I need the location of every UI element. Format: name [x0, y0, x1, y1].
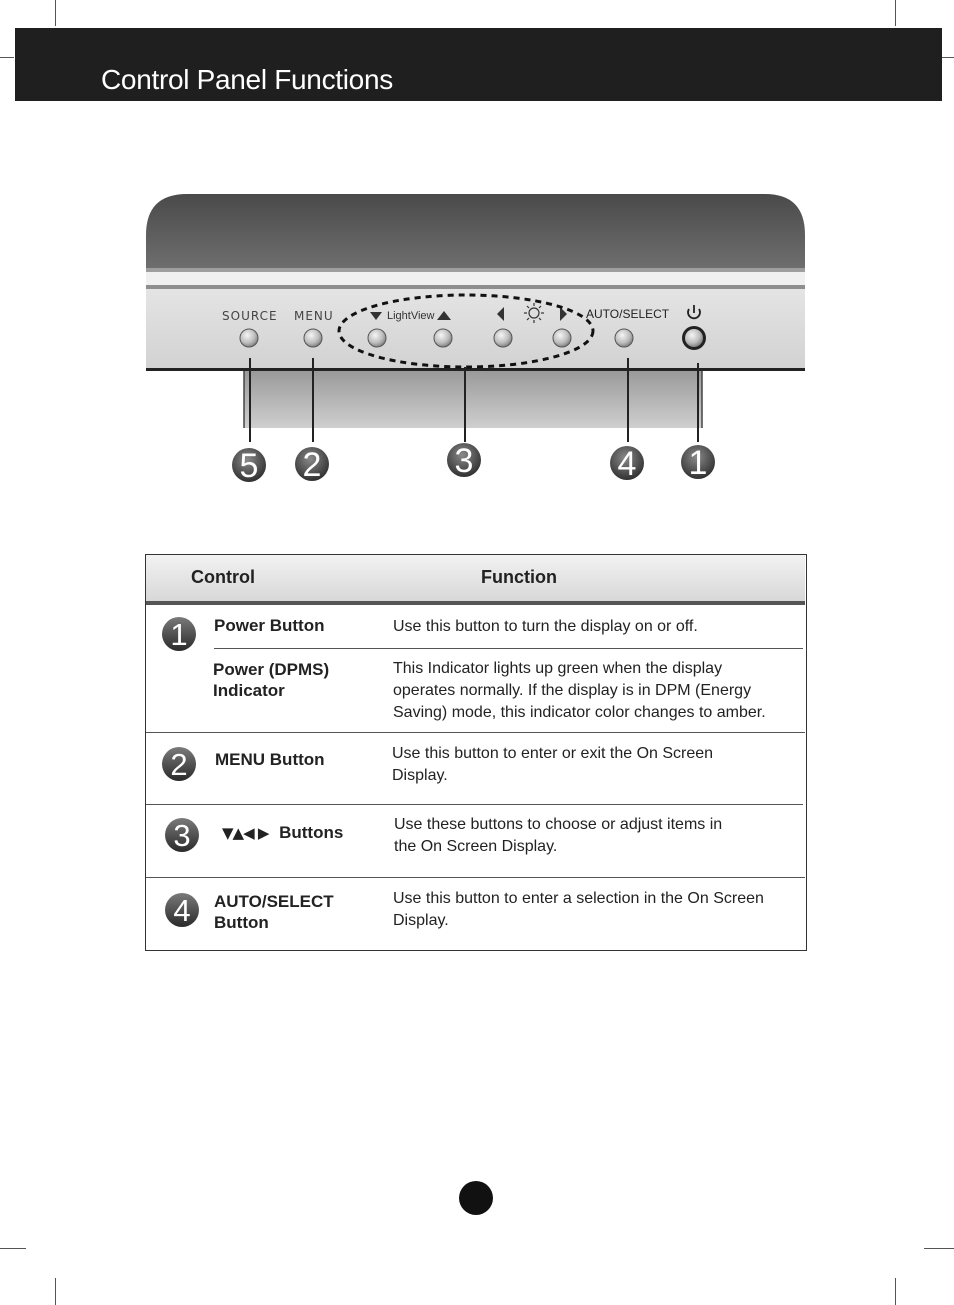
control-power-indicator	[213, 659, 329, 701]
callout-4: 4	[617, 445, 637, 483]
left-button	[494, 329, 512, 347]
control-line: Button	[214, 913, 269, 932]
auto-select-button	[615, 329, 633, 347]
controls-table	[145, 554, 807, 951]
function-line: Display.	[392, 767, 448, 784]
callout-5: 5	[239, 447, 259, 485]
right-button	[553, 329, 571, 347]
menu-label: MENU	[294, 309, 334, 323]
source-label: SOURCE	[222, 309, 278, 323]
callout-1: 1	[688, 444, 708, 482]
header-control: Control	[191, 567, 255, 587]
row-number-4: 4	[165, 893, 199, 927]
crop-mark	[55, 1278, 56, 1305]
row-number-1: 1	[162, 617, 196, 651]
up-button	[434, 329, 452, 347]
control-line: Power (DPMS)	[213, 660, 330, 679]
page-number-badge	[459, 1181, 493, 1215]
function-line: Display.	[393, 912, 449, 929]
function-line: Use this button to enter a selection in the On Screen	[393, 890, 764, 907]
function-line: Use these buttons to choose or adjust items in	[394, 816, 723, 833]
function-line: Saving) mode, this indicator color changes to amber.	[393, 704, 766, 721]
callout-numbers	[232, 442, 715, 485]
callout-3: 3	[454, 442, 474, 480]
function-menu-button	[392, 743, 713, 787]
function-line: operates normally. If the display is in DPM (Energy	[393, 682, 752, 699]
control-auto-select-button	[214, 891, 334, 933]
row-divider	[214, 648, 803, 649]
control-line: Indicator	[213, 681, 285, 700]
control-arrow-buttons	[222, 822, 343, 844]
arrow-symbols: ▼▲◀ ▶	[222, 824, 269, 842]
control-panel-illustration	[0, 0, 954, 520]
function-line: This Indicator lights up green when the display	[393, 660, 723, 677]
source-button	[240, 329, 258, 347]
row-number-3: 3	[165, 818, 199, 852]
function-power-indicator	[393, 658, 766, 724]
callout-2: 2	[302, 446, 322, 484]
row-divider	[146, 732, 805, 733]
auto-select-label: AUTO/SELECT	[586, 307, 670, 321]
function-arrow-buttons	[394, 814, 722, 858]
row-divider	[146, 877, 805, 878]
function-power-button: Use this button to turn the display on or off.	[393, 618, 698, 635]
control-menu-button: MENU Button	[215, 750, 325, 769]
control-power-button: Power Button	[214, 616, 325, 635]
control-line: AUTO/SELECT	[214, 892, 334, 911]
menu-button	[304, 329, 322, 347]
row-divider	[146, 804, 803, 805]
table-header	[146, 555, 805, 605]
control-label: Buttons	[279, 823, 344, 842]
crop-mark	[924, 1248, 954, 1249]
function-auto-select-button	[393, 888, 764, 932]
row-number-2: 2	[162, 747, 196, 781]
function-line: the On Screen Display.	[394, 838, 558, 855]
lightview-label: LightView	[387, 310, 435, 322]
function-line: Use this button to enter or exit the On Screen	[392, 745, 714, 762]
header-function: Function	[481, 567, 557, 587]
crop-mark	[895, 1278, 896, 1305]
crop-mark	[0, 1248, 26, 1249]
page-title: Control Panel Functions	[101, 64, 393, 95]
down-button	[368, 329, 386, 347]
